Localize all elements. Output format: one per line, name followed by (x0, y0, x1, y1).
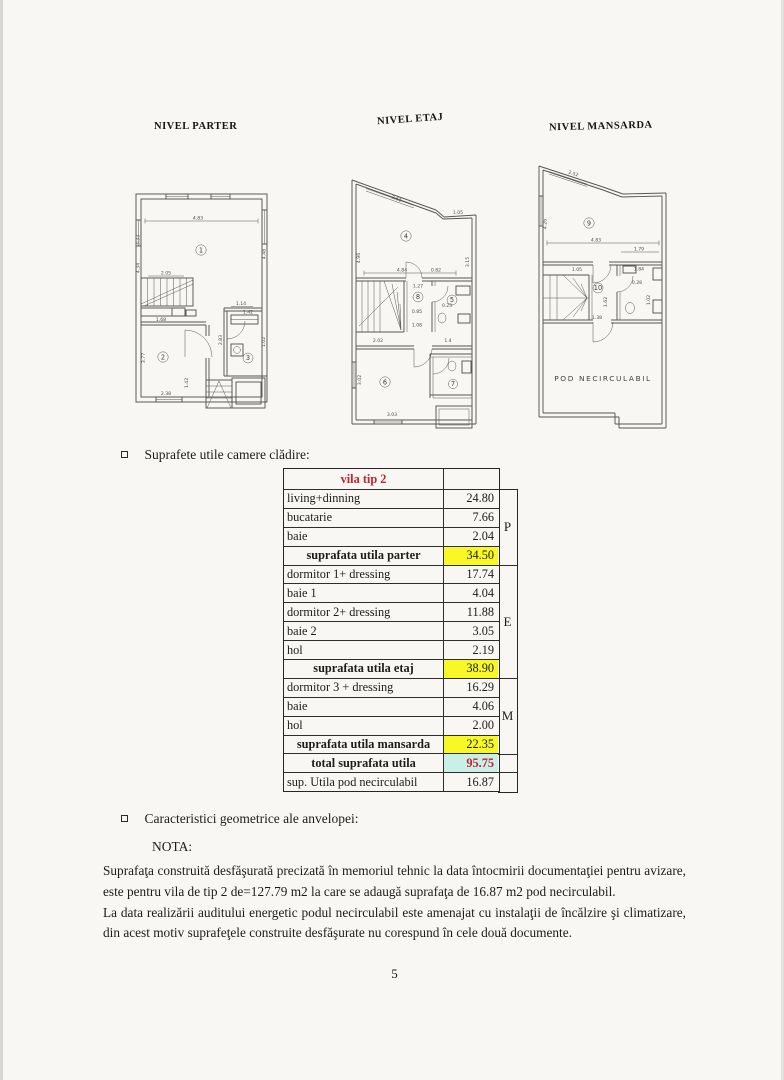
table-row (284, 489, 499, 508)
svg-text:1.42: 1.42 (185, 377, 190, 389)
floorplan-mansarda (533, 150, 683, 434)
table-row-value: 24.80 (466, 491, 494, 506)
table-header-empty (444, 469, 498, 489)
table-row-label: living+dinning (284, 490, 444, 508)
svg-text:4.83: 4.83 (192, 216, 204, 222)
bullet-caracteristici (121, 811, 359, 827)
svg-text:0.82: 0.82 (430, 268, 442, 274)
svg-text:1.68: 1.68 (155, 318, 167, 323)
svg-text:4: 4 (403, 232, 409, 241)
table-row (284, 583, 499, 602)
table-row (284, 772, 499, 791)
paragraph-1: Suprafaţa construită desfăşurată precizată în memoriul tehnic la data întocmirii documentaţiei pentru avizare, este pentru vila de tip 2 de=127.79 m2 la care se adaugă suprafaţa de 16.87 m2 pod necirculabil. (103, 863, 686, 899)
table-level-letter: P (498, 490, 517, 566)
table-row (284, 602, 499, 621)
table-row (284, 565, 499, 584)
svg-text:0.85: 0.85 (411, 310, 423, 315)
svg-text:2.05: 2.05 (160, 271, 172, 277)
table-row-label: hol (284, 641, 444, 659)
table-row-value: 16.87 (466, 774, 494, 789)
svg-text:2.52: 2.52 (390, 195, 402, 204)
table-row-label: baie 2 (284, 622, 444, 640)
svg-text:3: 3 (245, 354, 251, 363)
table-row-label: suprafata utila mansarda (284, 736, 444, 754)
table-row (284, 640, 499, 659)
svg-text:2: 2 (160, 353, 166, 362)
svg-text:3.33: 3.33 (136, 234, 142, 246)
svg-text:9: 9 (586, 219, 592, 228)
svg-text:10: 10 (593, 284, 603, 293)
svg-text:7: 7 (450, 380, 456, 389)
svg-text:1: 1 (198, 246, 204, 255)
table-row-value: 16.29 (466, 680, 494, 695)
floorplan-parter (128, 190, 270, 422)
plan-title-etaj: NIVEL ETAJ (376, 111, 444, 128)
table-row (284, 508, 499, 527)
table-row-label: total suprafata utila (284, 754, 444, 772)
table-row (284, 546, 499, 565)
svg-text:1.84: 1.84 (633, 267, 645, 273)
bullet-square-icon (121, 815, 128, 822)
table-level-letter: E (498, 566, 517, 679)
table-row-label: bucatarie (284, 509, 444, 527)
svg-text:1.42: 1.42 (242, 310, 254, 316)
table-row-value: 4.04 (472, 585, 494, 600)
table-row-label: suprafata utila parter (284, 547, 444, 565)
nota-heading: NOTA: (152, 839, 193, 854)
table-letter-empty (498, 773, 517, 792)
table-row-label: dormitor 2+ dressing (284, 603, 444, 621)
svg-text:6: 6 (382, 378, 388, 387)
svg-text:2.83: 2.83 (219, 334, 224, 346)
table-row-value: 3.05 (472, 623, 494, 638)
svg-text:3.02: 3.02 (358, 374, 363, 386)
table-row-label: dormitor 1+ dressing (284, 566, 444, 584)
table-header-row (284, 469, 499, 489)
table-row-value: 2.04 (472, 529, 494, 544)
svg-text:1.14: 1.14 (235, 302, 247, 308)
svg-text:4.48: 4.48 (262, 248, 268, 260)
svg-text:0.28: 0.28 (631, 281, 643, 286)
table-row (284, 527, 499, 546)
plan-title-parter: NIVEL PARTER (154, 121, 238, 132)
table-row-value: 2.00 (472, 718, 494, 733)
svg-text:3.15: 3.15 (466, 256, 471, 268)
svg-text:4.34: 4.34 (136, 262, 142, 274)
svg-text:4.96: 4.96 (357, 252, 362, 264)
table-row-value: 95.75 (444, 754, 498, 772)
svg-text:8: 8 (415, 293, 421, 302)
svg-text:1.79: 1.79 (633, 247, 645, 253)
svg-text:1.62: 1.62 (604, 296, 609, 308)
table-row-label: baie 1 (284, 584, 444, 602)
table-row (284, 735, 499, 754)
bullet-caracteristici-label: Caracteristici geometrice ale anvelopei: (144, 811, 359, 826)
notes-block (103, 861, 686, 944)
table-letter-empty (498, 755, 517, 774)
svg-text:2.38: 2.38 (160, 392, 172, 397)
svg-text:0.23: 0.23 (441, 304, 453, 309)
table-row-label: dormitor 3 + dressing (284, 679, 444, 697)
floorplan-etaj (344, 166, 484, 432)
svg-text:2.02: 2.02 (372, 339, 384, 344)
table-row-label: sup. Utila pod necirculabil (284, 773, 444, 791)
table-row (284, 697, 499, 716)
table-row-value: 11.88 (466, 604, 494, 619)
table-row (284, 753, 499, 772)
table-row-value: 34.50 (444, 547, 498, 565)
svg-text:4.84: 4.84 (396, 268, 408, 274)
svg-text:1.27: 1.27 (412, 284, 424, 290)
table-row-label: baie (284, 528, 444, 546)
table-row-value: 2.19 (472, 642, 494, 657)
table-row-value: 4.06 (472, 699, 494, 714)
bullet-suprafete (121, 447, 310, 463)
svg-text:2.52: 2.52 (567, 170, 579, 179)
svg-text:4.83: 4.83 (590, 238, 602, 244)
bullet-suprafete-label: Suprafete utile camere clădire: (144, 447, 310, 462)
svg-text:1.08: 1.08 (411, 323, 423, 329)
table-row (284, 621, 499, 640)
svg-text:1.05: 1.05 (571, 268, 583, 273)
table-row (284, 716, 499, 735)
svg-text:1.02: 1.02 (261, 336, 267, 348)
table-level-letter: M (498, 679, 517, 755)
table-row (284, 678, 499, 697)
svg-text:5: 5 (449, 296, 455, 305)
page-number: 5 (391, 966, 398, 981)
svg-text:1.4: 1.4 (444, 339, 452, 344)
table-row-label: suprafata utila etaj (284, 660, 444, 678)
svg-text:POD NECIRCULABIL: POD NECIRCULABIL (554, 374, 652, 383)
table-row-value: 38.90 (444, 660, 498, 678)
table-row-value: 22.35 (444, 736, 498, 754)
table-row-label: hol (284, 717, 444, 735)
areas-table (283, 468, 514, 792)
svg-text:3.03: 3.03 (386, 413, 398, 418)
svg-text:1.05: 1.05 (452, 211, 464, 216)
table-row-value: 17.74 (466, 567, 494, 581)
svg-text:3.77: 3.77 (142, 352, 147, 364)
table-row-value: 7.66 (472, 510, 494, 525)
areas-table-main (283, 468, 500, 792)
plan-title-mansarda: NIVEL MANSARDA (548, 119, 653, 134)
svg-text:1.38: 1.38 (591, 316, 603, 321)
table-header-vila: vila tip 2 (284, 469, 444, 489)
svg-text:4.26: 4.26 (543, 218, 549, 230)
level-letter-column (498, 489, 518, 793)
paragraph-2: La data realizării auditului energetic podul necirculabil este amenajat cu instalaţii de încălzire şi climatizare, din acest motiv suprafeţele construite desfăşurate nu corespund în cele două documente. (103, 904, 686, 941)
scan-edge-left (0, 0, 3, 1080)
svg-text:1.02: 1.02 (647, 294, 652, 306)
table-row-label: baie (284, 698, 444, 716)
table-row (284, 659, 499, 678)
bullet-square-icon (121, 451, 128, 458)
